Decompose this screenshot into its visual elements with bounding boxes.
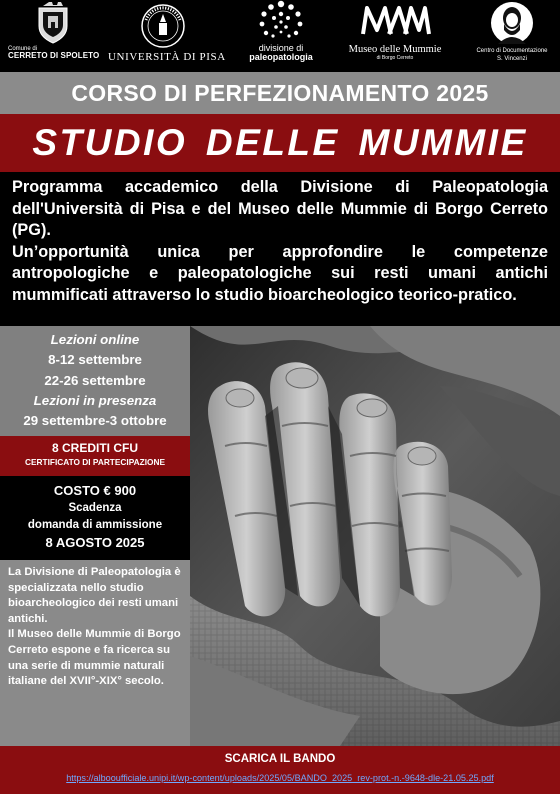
download-call-to-action: SCARICA IL BANDO <box>224 753 336 765</box>
credits-box <box>0 436 190 476</box>
deadline-date: 8 AGOSTO 2025 <box>45 535 145 550</box>
footer-band <box>0 746 560 794</box>
intro-paragraph-1: Programma accademico della Divisione di Paleopatologia dell'Università di Pisa e del Museo delle Mummie di Borgo Cerreto (PG). <box>12 178 548 239</box>
logo-bar <box>0 0 560 72</box>
certificate-label: CERTIFICATO DI PARTECIPAZIONE <box>25 457 165 467</box>
online-date: 22-26 settembre <box>44 372 146 388</box>
logo-centro-documentazione <box>470 0 554 72</box>
course-price: COSTO € 900 <box>53 483 137 498</box>
intro-block <box>0 172 560 326</box>
course-band <box>0 72 560 114</box>
online-date: 8-12 settembre <box>48 352 142 368</box>
museo-line1: Museo delle Mummie <box>348 44 442 55</box>
comune-line1: Comune di <box>8 46 38 52</box>
about-box <box>0 560 190 746</box>
cfu-credits: 8 CREDITI CFU <box>51 441 138 455</box>
mummy-hand-image <box>190 326 560 746</box>
university-seal-icon <box>138 0 188 48</box>
dots-circle-icon <box>256 0 306 44</box>
mummy-hand-photo <box>190 326 560 746</box>
logo-universita-pisa <box>108 0 226 72</box>
coat-of-arms-icon <box>35 0 71 44</box>
title-band <box>0 114 560 172</box>
info-column <box>0 326 190 746</box>
unipi-caption: UNIVERSITÀ DI PISA <box>108 51 226 63</box>
about-paragraph-1: La Divisione di Paleopatologia è specializzata nello studio bioarcheologico dei resti umani antichi. <box>8 566 181 625</box>
bando-download-link[interactable]: https://albooufficiale.unipi.it/wp-content/uploads/2025/05/BANDO_2025_rev-prot.-n.-9648-dle-21.05.25.pdf <box>66 773 494 783</box>
paleo-line2: paleopatologia <box>249 52 313 63</box>
deadline-label: Scadenza <box>68 502 122 514</box>
logo-divisione-paleopatologia <box>226 0 336 72</box>
centro-line1: Centro di Documentazione <box>476 48 548 54</box>
presence-label: Lezioni in presenza <box>33 392 157 408</box>
cost-box <box>0 476 190 560</box>
online-label: Lezioni online <box>50 332 140 347</box>
page-title: STUDIO DELLE MUMMIE <box>32 122 528 163</box>
course-label: CORSO DI PERFEZIONAMENTO 2025 <box>71 79 489 106</box>
museo-line2: di Borgo Cerreto <box>376 55 414 62</box>
about-paragraph-2: Il Museo delle Mummie di Borgo Cerreto espone e fa ricerca su una serie di mummie naturali italiane del XVII°-XIX° secolo. <box>8 628 181 688</box>
centro-line2: S. Vincenzi <box>497 56 527 63</box>
portrait-icon <box>490 0 534 46</box>
logo-museo-mummie <box>340 0 450 72</box>
schedule-box <box>0 326 190 436</box>
deadline-sub: domanda di ammissione <box>27 519 163 531</box>
paleo-line1: divisione di <box>258 43 304 53</box>
logo-comune-cerreto <box>4 0 102 72</box>
presence-date: 29 settembre-3 ottobre <box>23 413 167 429</box>
comune-line2: CERRETO DI SPOLETO <box>8 51 100 61</box>
museo-monogram-icon <box>355 0 435 40</box>
intro-paragraph-2: Un’opportunità unica per approfondire le competenze antropologiche e paleopatologiche sui resti umani antichi mummificati attraverso lo studio bioarcheologico teorico-pratico. <box>12 242 548 304</box>
